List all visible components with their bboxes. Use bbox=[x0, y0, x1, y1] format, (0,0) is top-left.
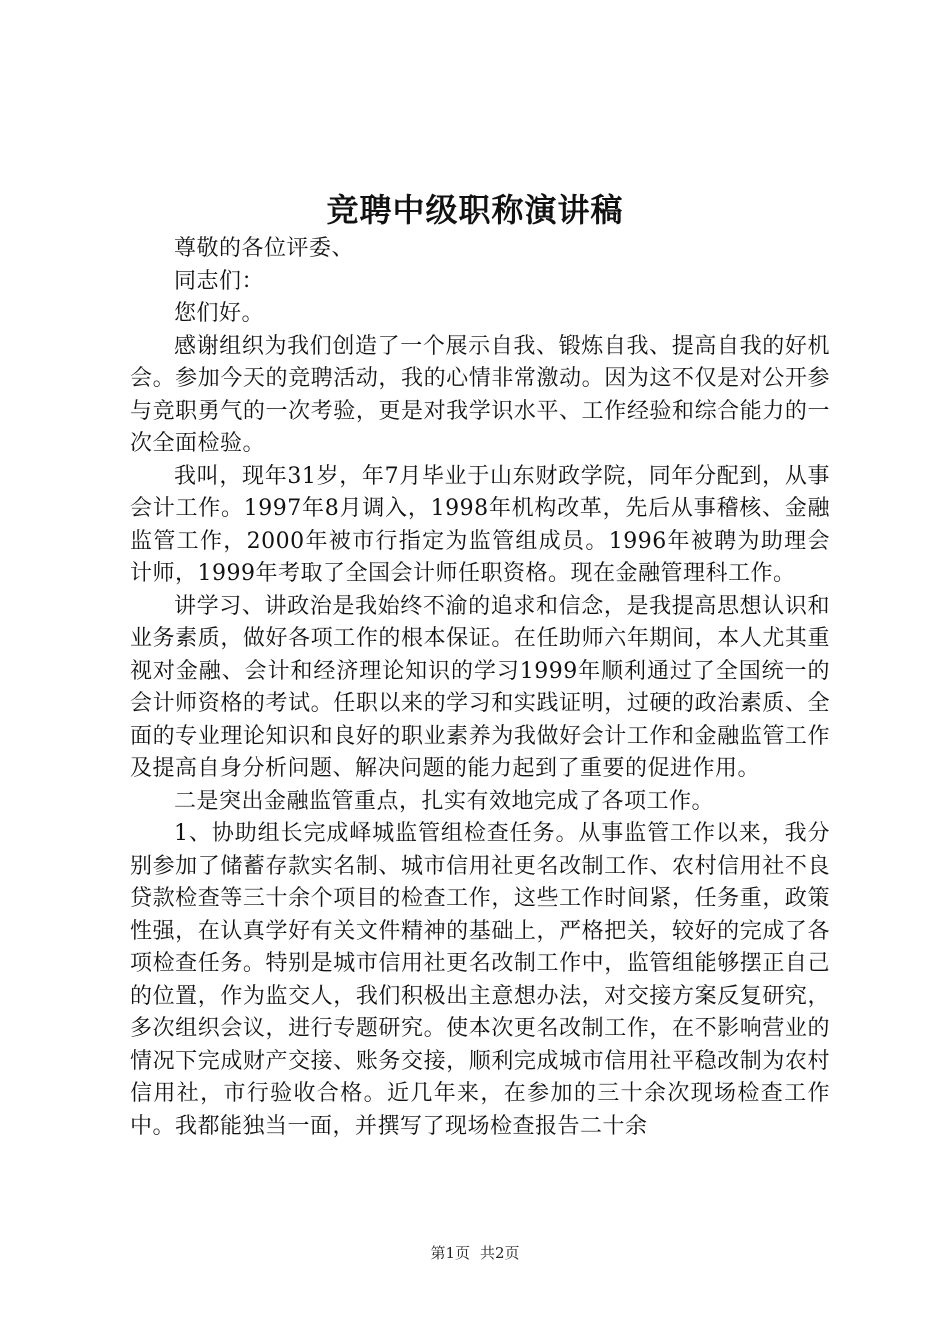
body-paragraph: 二是突出金融监管重点，扎实有效地完成了各项工作。 bbox=[174, 788, 715, 814]
page-total: 共2页 bbox=[480, 1244, 520, 1262]
salutation-line-1: 尊敬的各位评委、 bbox=[174, 236, 355, 261]
body-paragraph: 我叫，现年31岁，年7月毕业于山东财政学院，同年分配到，从事会计工作。1997年8月调入，1998年机构改革，先后从事稽核、金融监管工作，2000年被市行指定为监管组成员。1996年被聘为助理会计师，1999年考取了全国会计师任职资格。现在金融管理科工作。 bbox=[130, 463, 830, 586]
document-body bbox=[130, 233, 830, 1143]
document-title: 竞聘中级职称演讲稿 bbox=[326, 191, 624, 229]
page-number: 第1页 bbox=[430, 1244, 470, 1262]
salutation-line-2: 同志们： bbox=[174, 268, 265, 294]
body-paragraph: 感谢组织为我们创造了一个展示自我、锻炼自我、提高自我的好机会。参加今天的竞聘活动，我的心情非常激动。因为这不仅是对公开参与竞职勇气的一次考验，更是对我学识水平、工作经验和综合能力的一次全面检验。 bbox=[130, 333, 830, 456]
greeting-line: 您们好。 bbox=[174, 301, 265, 326]
page-footer bbox=[0, 1243, 950, 1263]
body-paragraph: 1、协助组长完成峄城监管组检查任务。从事监管工作以来，我分别参加了储蓄存款实名制、城市信用社更名改制工作、农村信用社不良贷款检查等三十余个项目的检查工作，这些工作时间紧，任务重，政策性强，在认真学好有关文件精神的基础上，严格把关，较好的完成了各项检查任务。特别是城市信用社更名改制工作中，监管组能够摆正自己的位置，作为监交人，我们积极出主意想办法，对交接方案反复研究，多次组织会议，进行专题研究。使本次更名改制工作，在不影响营业的情况下完成财产交接、账务交接，顺利完成城市信用社平稳改制为农村信用社，市行验收合格。近几年来，在参加的三十余次现场检查工作中。我都能独当一面，并撰写了现场检查报告二十余 bbox=[130, 821, 830, 1139]
body-paragraph: 讲学习、讲政治是我始终不渝的追求和信念，是我提高思想认识和业务素质，做好各项工作的根本保证。在任助师六年期间，本人尤其重视对金融、会计和经济理论知识的学习1999年顺利通过了全国统一的会计师资格的考试。任职以来的学习和实践证明，过硬的政治素质、全面的专业理论知识和良好的职业素养为我做好会计工作和金融监管工作及提高自身分析问题、解决问题的能力起到了重要的促进作用。 bbox=[130, 593, 830, 781]
